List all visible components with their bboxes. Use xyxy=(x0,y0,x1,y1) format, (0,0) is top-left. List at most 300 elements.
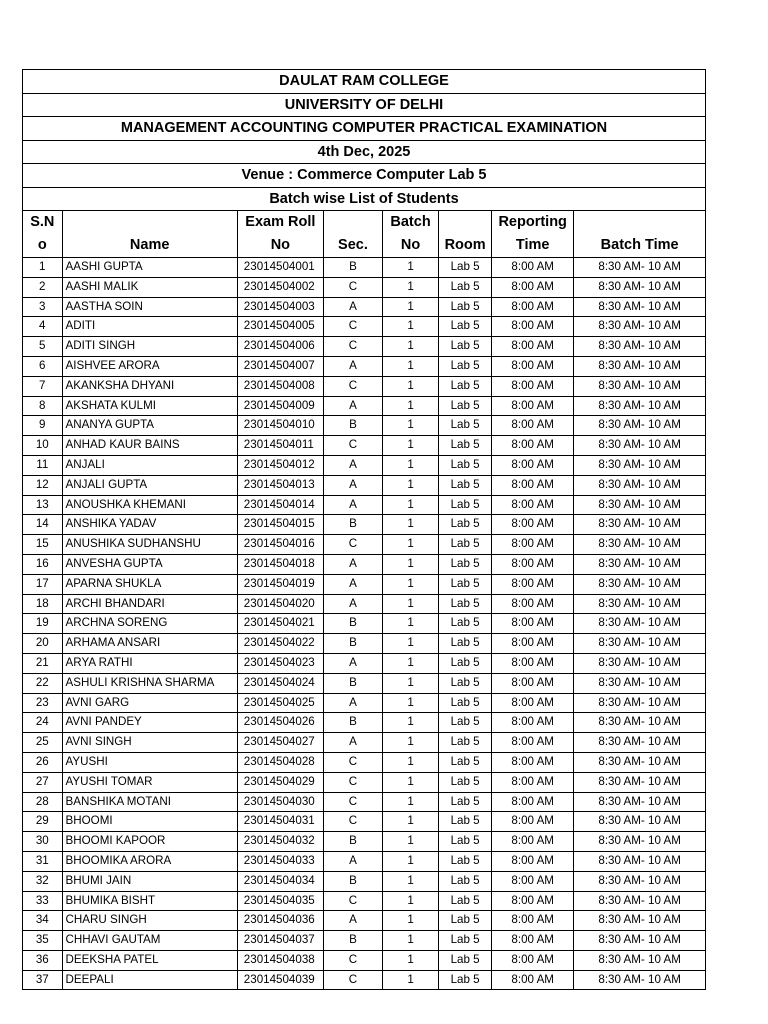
col-room-header: Room xyxy=(439,234,492,258)
reporting-time-cell: 8:00 AM xyxy=(492,258,574,278)
room-cell: Lab 5 xyxy=(439,574,492,594)
student-name-cell: BHOOMIKA ARORA xyxy=(62,851,237,871)
col-sn-header-bottom: o xyxy=(23,234,62,258)
table-row xyxy=(23,713,705,733)
batch-time-cell: 8:30 AM- 10 AM xyxy=(574,634,705,654)
serial-number-cell: 28 xyxy=(23,792,62,812)
batch-number-cell: 1 xyxy=(383,535,439,555)
exam-roll-cell: 23014504008 xyxy=(237,376,323,396)
room-cell: Lab 5 xyxy=(439,475,492,495)
room-cell: Lab 5 xyxy=(439,634,492,654)
section-cell: A xyxy=(323,356,382,376)
section-cell: B xyxy=(323,634,382,654)
student-name-cell: CHARU SINGH xyxy=(62,911,237,931)
student-name-cell: ANUSHIKA SUDHANSHU xyxy=(62,535,237,555)
exam-roll-cell: 23014504018 xyxy=(237,554,323,574)
batch-number-cell: 1 xyxy=(383,950,439,970)
section-cell: C xyxy=(323,277,382,297)
room-cell: Lab 5 xyxy=(439,297,492,317)
table-row xyxy=(23,574,705,594)
table-row xyxy=(23,297,705,317)
table-row xyxy=(23,416,705,436)
exam-roll-cell: 23014504015 xyxy=(237,515,323,535)
reporting-time-cell: 8:00 AM xyxy=(492,772,574,792)
reporting-time-cell: 8:00 AM xyxy=(492,832,574,852)
serial-number-cell: 34 xyxy=(23,911,62,931)
batch-number-cell: 1 xyxy=(383,634,439,654)
batch-time-cell: 8:30 AM- 10 AM xyxy=(574,733,705,753)
section-cell: C xyxy=(323,436,382,456)
university-name: UNIVERSITY OF DELHI xyxy=(23,94,705,118)
section-cell: B xyxy=(323,713,382,733)
table-row xyxy=(23,337,705,357)
reporting-time-cell: 8:00 AM xyxy=(492,851,574,871)
batch-time-cell: 8:30 AM- 10 AM xyxy=(574,297,705,317)
student-name-cell: ARHAMA ANSARI xyxy=(62,634,237,654)
room-cell: Lab 5 xyxy=(439,832,492,852)
serial-number-cell: 22 xyxy=(23,673,62,693)
student-name-cell: ANJALI xyxy=(62,455,237,475)
student-name-cell: DEEKSHA PATEL xyxy=(62,950,237,970)
serial-number-cell: 1 xyxy=(23,258,62,278)
serial-number-cell: 29 xyxy=(23,812,62,832)
batch-time-cell: 8:30 AM- 10 AM xyxy=(574,950,705,970)
table-row xyxy=(23,356,705,376)
batch-number-cell: 1 xyxy=(383,614,439,634)
exam-roll-cell: 23014504012 xyxy=(237,455,323,475)
room-cell: Lab 5 xyxy=(439,950,492,970)
section-cell: A xyxy=(323,911,382,931)
batch-number-cell: 1 xyxy=(383,733,439,753)
batch-number-cell: 1 xyxy=(383,792,439,812)
table-row xyxy=(23,673,705,693)
batch-number-cell: 1 xyxy=(383,436,439,456)
student-name-cell: AYUSHI xyxy=(62,752,237,772)
student-name-cell: BHOOMI xyxy=(62,812,237,832)
batch-number-cell: 1 xyxy=(383,376,439,396)
serial-number-cell: 20 xyxy=(23,634,62,654)
exam-roll-cell: 23014504006 xyxy=(237,337,323,357)
section-cell: A xyxy=(323,554,382,574)
student-name-cell: ANANYA GUPTA xyxy=(62,416,237,436)
reporting-time-cell: 8:00 AM xyxy=(492,475,574,495)
exam-roll-cell: 23014504003 xyxy=(237,297,323,317)
reporting-time-cell: 8:00 AM xyxy=(492,416,574,436)
col-sec-header-top xyxy=(323,211,382,234)
batch-number-cell: 1 xyxy=(383,258,439,278)
exam-date: 4th Dec, 2025 xyxy=(23,141,705,165)
section-cell: C xyxy=(323,891,382,911)
section-cell: C xyxy=(323,772,382,792)
student-name-cell: ANHAD KAUR BAINS xyxy=(62,436,237,456)
batch-time-cell: 8:30 AM- 10 AM xyxy=(574,713,705,733)
serial-number-cell: 2 xyxy=(23,277,62,297)
exam-roll-cell: 23014504010 xyxy=(237,416,323,436)
section-cell: B xyxy=(323,931,382,951)
room-cell: Lab 5 xyxy=(439,812,492,832)
serial-number-cell: 37 xyxy=(23,970,62,989)
serial-number-cell: 11 xyxy=(23,455,62,475)
room-cell: Lab 5 xyxy=(439,752,492,772)
batch-number-cell: 1 xyxy=(383,911,439,931)
table-row xyxy=(23,594,705,614)
room-cell: Lab 5 xyxy=(439,515,492,535)
batch-number-cell: 1 xyxy=(383,931,439,951)
section-cell: C xyxy=(323,970,382,989)
table-row xyxy=(23,436,705,456)
batch-time-cell: 8:30 AM- 10 AM xyxy=(574,614,705,634)
col-batch-header-top: Batch xyxy=(383,211,439,234)
reporting-time-cell: 8:00 AM xyxy=(492,614,574,634)
room-cell: Lab 5 xyxy=(439,693,492,713)
exam-roll-cell: 23014504013 xyxy=(237,475,323,495)
reporting-time-cell: 8:00 AM xyxy=(492,752,574,772)
exam-roll-cell: 23014504023 xyxy=(237,653,323,673)
batch-time-cell: 8:30 AM- 10 AM xyxy=(574,653,705,673)
room-cell: Lab 5 xyxy=(439,317,492,337)
exam-roll-cell: 23014504014 xyxy=(237,495,323,515)
exam-roll-cell: 23014504030 xyxy=(237,792,323,812)
serial-number-cell: 24 xyxy=(23,713,62,733)
reporting-time-cell: 8:00 AM xyxy=(492,277,574,297)
table-row xyxy=(23,931,705,951)
table-row xyxy=(23,950,705,970)
exam-roll-cell: 23014504039 xyxy=(237,970,323,989)
student-name-cell: BHUMIKA BISHT xyxy=(62,891,237,911)
serial-number-cell: 5 xyxy=(23,337,62,357)
student-name-cell: ANVESHA GUPTA xyxy=(62,554,237,574)
reporting-time-cell: 8:00 AM xyxy=(492,812,574,832)
reporting-time-cell: 8:00 AM xyxy=(492,871,574,891)
exam-title: MANAGEMENT ACCOUNTING COMPUTER PRACTICAL EXAMINATION xyxy=(23,117,705,141)
serial-number-cell: 12 xyxy=(23,475,62,495)
col-batch-time-header-top xyxy=(574,211,705,234)
batch-time-cell: 8:30 AM- 10 AM xyxy=(574,673,705,693)
batch-time-cell: 8:30 AM- 10 AM xyxy=(574,277,705,297)
table-row xyxy=(23,653,705,673)
room-cell: Lab 5 xyxy=(439,277,492,297)
student-name-cell: ANSHIKA YADAV xyxy=(62,515,237,535)
student-name-cell: AASHI GUPTA xyxy=(62,258,237,278)
table-row xyxy=(23,554,705,574)
exam-roll-cell: 23014504009 xyxy=(237,396,323,416)
batch-time-cell: 8:30 AM- 10 AM xyxy=(574,337,705,357)
room-cell: Lab 5 xyxy=(439,891,492,911)
batch-number-cell: 1 xyxy=(383,574,439,594)
batch-number-cell: 1 xyxy=(383,495,439,515)
serial-number-cell: 21 xyxy=(23,653,62,673)
serial-number-cell: 33 xyxy=(23,891,62,911)
student-list-sheet xyxy=(22,69,706,990)
student-name-cell: AVNI SINGH xyxy=(62,733,237,753)
reporting-time-cell: 8:00 AM xyxy=(492,436,574,456)
room-cell: Lab 5 xyxy=(439,931,492,951)
section-cell: C xyxy=(323,792,382,812)
exam-roll-cell: 23014504024 xyxy=(237,673,323,693)
section-cell: B xyxy=(323,416,382,436)
serial-number-cell: 17 xyxy=(23,574,62,594)
room-cell: Lab 5 xyxy=(439,673,492,693)
table-row xyxy=(23,970,705,989)
table-row xyxy=(23,911,705,931)
table-row xyxy=(23,851,705,871)
student-name-cell: APARNA SHUKLA xyxy=(62,574,237,594)
reporting-time-cell: 8:00 AM xyxy=(492,297,574,317)
batch-time-cell: 8:30 AM- 10 AM xyxy=(574,455,705,475)
exam-roll-cell: 23014504035 xyxy=(237,891,323,911)
batch-number-cell: 1 xyxy=(383,317,439,337)
room-cell: Lab 5 xyxy=(439,396,492,416)
section-cell: C xyxy=(323,752,382,772)
section-cell: B xyxy=(323,515,382,535)
section-cell: A xyxy=(323,455,382,475)
college-name: DAULAT RAM COLLEGE xyxy=(23,70,705,94)
reporting-time-cell: 8:00 AM xyxy=(492,634,574,654)
reporting-time-cell: 8:00 AM xyxy=(492,792,574,812)
section-cell: A xyxy=(323,396,382,416)
batch-time-cell: 8:30 AM- 10 AM xyxy=(574,535,705,555)
table-row xyxy=(23,752,705,772)
section-cell: C xyxy=(323,812,382,832)
room-cell: Lab 5 xyxy=(439,356,492,376)
batch-number-cell: 1 xyxy=(383,812,439,832)
room-cell: Lab 5 xyxy=(439,911,492,931)
room-cell: Lab 5 xyxy=(439,376,492,396)
serial-number-cell: 15 xyxy=(23,535,62,555)
list-title: Batch wise List of Students xyxy=(23,188,705,212)
section-cell: A xyxy=(323,851,382,871)
batch-number-cell: 1 xyxy=(383,693,439,713)
student-name-cell: DEEPALI xyxy=(62,970,237,989)
batch-number-cell: 1 xyxy=(383,455,439,475)
reporting-time-cell: 8:00 AM xyxy=(492,515,574,535)
batch-number-cell: 1 xyxy=(383,891,439,911)
exam-venue: Venue : Commerce Computer Lab 5 xyxy=(23,164,705,188)
serial-number-cell: 8 xyxy=(23,396,62,416)
batch-number-cell: 1 xyxy=(383,416,439,436)
batch-number-cell: 1 xyxy=(383,851,439,871)
table-row xyxy=(23,832,705,852)
serial-number-cell: 36 xyxy=(23,950,62,970)
col-sec-header: Sec. xyxy=(323,234,382,258)
batch-time-cell: 8:30 AM- 10 AM xyxy=(574,832,705,852)
exam-roll-cell: 23014504002 xyxy=(237,277,323,297)
table-row xyxy=(23,693,705,713)
room-cell: Lab 5 xyxy=(439,733,492,753)
room-cell: Lab 5 xyxy=(439,653,492,673)
serial-number-cell: 19 xyxy=(23,614,62,634)
student-name-cell: AASTHA SOIN xyxy=(62,297,237,317)
batch-number-cell: 1 xyxy=(383,515,439,535)
table-row xyxy=(23,277,705,297)
reporting-time-cell: 8:00 AM xyxy=(492,891,574,911)
room-cell: Lab 5 xyxy=(439,970,492,989)
batch-number-cell: 1 xyxy=(383,713,439,733)
section-cell: A xyxy=(323,475,382,495)
col-reporting-header-bottom: Time xyxy=(492,234,574,258)
serial-number-cell: 18 xyxy=(23,594,62,614)
batch-time-cell: 8:30 AM- 10 AM xyxy=(574,792,705,812)
reporting-time-cell: 8:00 AM xyxy=(492,911,574,931)
header-row-top xyxy=(23,211,705,234)
student-name-cell: ASHULI KRISHNA SHARMA xyxy=(62,673,237,693)
reporting-time-cell: 8:00 AM xyxy=(492,713,574,733)
serial-number-cell: 32 xyxy=(23,871,62,891)
student-name-cell: ARYA RATHI xyxy=(62,653,237,673)
room-cell: Lab 5 xyxy=(439,337,492,357)
room-cell: Lab 5 xyxy=(439,713,492,733)
exam-roll-cell: 23014504029 xyxy=(237,772,323,792)
student-rows xyxy=(23,258,705,990)
room-cell: Lab 5 xyxy=(439,871,492,891)
reporting-time-cell: 8:00 AM xyxy=(492,693,574,713)
batch-number-cell: 1 xyxy=(383,772,439,792)
reporting-time-cell: 8:00 AM xyxy=(492,594,574,614)
serial-number-cell: 16 xyxy=(23,554,62,574)
batch-time-cell: 8:30 AM- 10 AM xyxy=(574,970,705,989)
header-row-bottom xyxy=(23,234,705,258)
exam-roll-cell: 23014504036 xyxy=(237,911,323,931)
student-name-cell: ARCHNA SORENG xyxy=(62,614,237,634)
room-cell: Lab 5 xyxy=(439,594,492,614)
exam-roll-cell: 23014504019 xyxy=(237,574,323,594)
student-name-cell: BANSHIKA MOTANI xyxy=(62,792,237,812)
batch-number-cell: 1 xyxy=(383,396,439,416)
room-cell: Lab 5 xyxy=(439,792,492,812)
table-row xyxy=(23,772,705,792)
serial-number-cell: 7 xyxy=(23,376,62,396)
col-roll-header-top: Exam Roll xyxy=(237,211,323,234)
batch-time-cell: 8:30 AM- 10 AM xyxy=(574,396,705,416)
batch-time-cell: 8:30 AM- 10 AM xyxy=(574,693,705,713)
reporting-time-cell: 8:00 AM xyxy=(492,356,574,376)
batch-number-cell: 1 xyxy=(383,752,439,772)
exam-roll-cell: 23014504026 xyxy=(237,713,323,733)
col-roll-header-bottom: No xyxy=(237,234,323,258)
batch-time-cell: 8:30 AM- 10 AM xyxy=(574,416,705,436)
table-row xyxy=(23,733,705,753)
batch-number-cell: 1 xyxy=(383,337,439,357)
student-name-cell: ANJALI GUPTA xyxy=(62,475,237,495)
room-cell: Lab 5 xyxy=(439,455,492,475)
batch-number-cell: 1 xyxy=(383,554,439,574)
section-cell: B xyxy=(323,871,382,891)
batch-time-cell: 8:30 AM- 10 AM xyxy=(574,891,705,911)
batch-time-cell: 8:30 AM- 10 AM xyxy=(574,871,705,891)
exam-roll-cell: 23014504038 xyxy=(237,950,323,970)
section-cell: C xyxy=(323,535,382,555)
table-row xyxy=(23,614,705,634)
exam-roll-cell: 23014504020 xyxy=(237,594,323,614)
batch-number-cell: 1 xyxy=(383,673,439,693)
serial-number-cell: 9 xyxy=(23,416,62,436)
batch-number-cell: 1 xyxy=(383,356,439,376)
batch-time-cell: 8:30 AM- 10 AM xyxy=(574,574,705,594)
reporting-time-cell: 8:00 AM xyxy=(492,317,574,337)
batch-time-cell: 8:30 AM- 10 AM xyxy=(574,752,705,772)
reporting-time-cell: 8:00 AM xyxy=(492,396,574,416)
table-row xyxy=(23,515,705,535)
batch-number-cell: 1 xyxy=(383,297,439,317)
exam-roll-cell: 23014504033 xyxy=(237,851,323,871)
section-cell: A xyxy=(323,495,382,515)
batch-number-cell: 1 xyxy=(383,871,439,891)
batch-time-cell: 8:30 AM- 10 AM xyxy=(574,495,705,515)
batch-time-cell: 8:30 AM- 10 AM xyxy=(574,554,705,574)
student-name-cell: BHUMI JAIN xyxy=(62,871,237,891)
exam-roll-cell: 23014504027 xyxy=(237,733,323,753)
room-cell: Lab 5 xyxy=(439,495,492,515)
batch-number-cell: 1 xyxy=(383,832,439,852)
serial-number-cell: 23 xyxy=(23,693,62,713)
room-cell: Lab 5 xyxy=(439,851,492,871)
exam-roll-cell: 23014504021 xyxy=(237,614,323,634)
table-row xyxy=(23,258,705,278)
student-name-cell: ANOUSHKA KHEMANI xyxy=(62,495,237,515)
student-name-cell: ADITI SINGH xyxy=(62,337,237,357)
section-cell: C xyxy=(323,317,382,337)
serial-number-cell: 3 xyxy=(23,297,62,317)
section-cell: A xyxy=(323,574,382,594)
table-row xyxy=(23,812,705,832)
batch-number-cell: 1 xyxy=(383,277,439,297)
serial-number-cell: 30 xyxy=(23,832,62,852)
section-cell: C xyxy=(323,376,382,396)
reporting-time-cell: 8:00 AM xyxy=(492,495,574,515)
serial-number-cell: 4 xyxy=(23,317,62,337)
reporting-time-cell: 8:00 AM xyxy=(492,376,574,396)
batch-time-cell: 8:30 AM- 10 AM xyxy=(574,258,705,278)
batch-time-cell: 8:30 AM- 10 AM xyxy=(574,376,705,396)
table-row xyxy=(23,792,705,812)
section-cell: A xyxy=(323,653,382,673)
serial-number-cell: 25 xyxy=(23,733,62,753)
section-cell: A xyxy=(323,733,382,753)
serial-number-cell: 13 xyxy=(23,495,62,515)
serial-number-cell: 26 xyxy=(23,752,62,772)
student-name-cell: AVNI PANDEY xyxy=(62,713,237,733)
batch-time-cell: 8:30 AM- 10 AM xyxy=(574,475,705,495)
room-cell: Lab 5 xyxy=(439,436,492,456)
reporting-time-cell: 8:00 AM xyxy=(492,337,574,357)
student-name-cell: CHHAVI GAUTAM xyxy=(62,931,237,951)
table-row xyxy=(23,871,705,891)
reporting-time-cell: 8:00 AM xyxy=(492,970,574,989)
serial-number-cell: 27 xyxy=(23,772,62,792)
exam-roll-cell: 23014504031 xyxy=(237,812,323,832)
student-table xyxy=(23,211,705,989)
reporting-time-cell: 8:00 AM xyxy=(492,535,574,555)
reporting-time-cell: 8:00 AM xyxy=(492,950,574,970)
room-cell: Lab 5 xyxy=(439,258,492,278)
table-row xyxy=(23,317,705,337)
room-cell: Lab 5 xyxy=(439,554,492,574)
exam-roll-cell: 23014504025 xyxy=(237,693,323,713)
section-cell: B xyxy=(323,258,382,278)
section-cell: A xyxy=(323,693,382,713)
student-name-cell: ARCHI BHANDARI xyxy=(62,594,237,614)
batch-time-cell: 8:30 AM- 10 AM xyxy=(574,317,705,337)
table-row xyxy=(23,475,705,495)
col-name-header-top xyxy=(62,211,237,234)
reporting-time-cell: 8:00 AM xyxy=(492,554,574,574)
student-name-cell: AISHVEE ARORA xyxy=(62,356,237,376)
section-cell: B xyxy=(323,614,382,634)
batch-time-cell: 8:30 AM- 10 AM xyxy=(574,931,705,951)
reporting-time-cell: 8:00 AM xyxy=(492,733,574,753)
reporting-time-cell: 8:00 AM xyxy=(492,574,574,594)
exam-roll-cell: 23014504007 xyxy=(237,356,323,376)
